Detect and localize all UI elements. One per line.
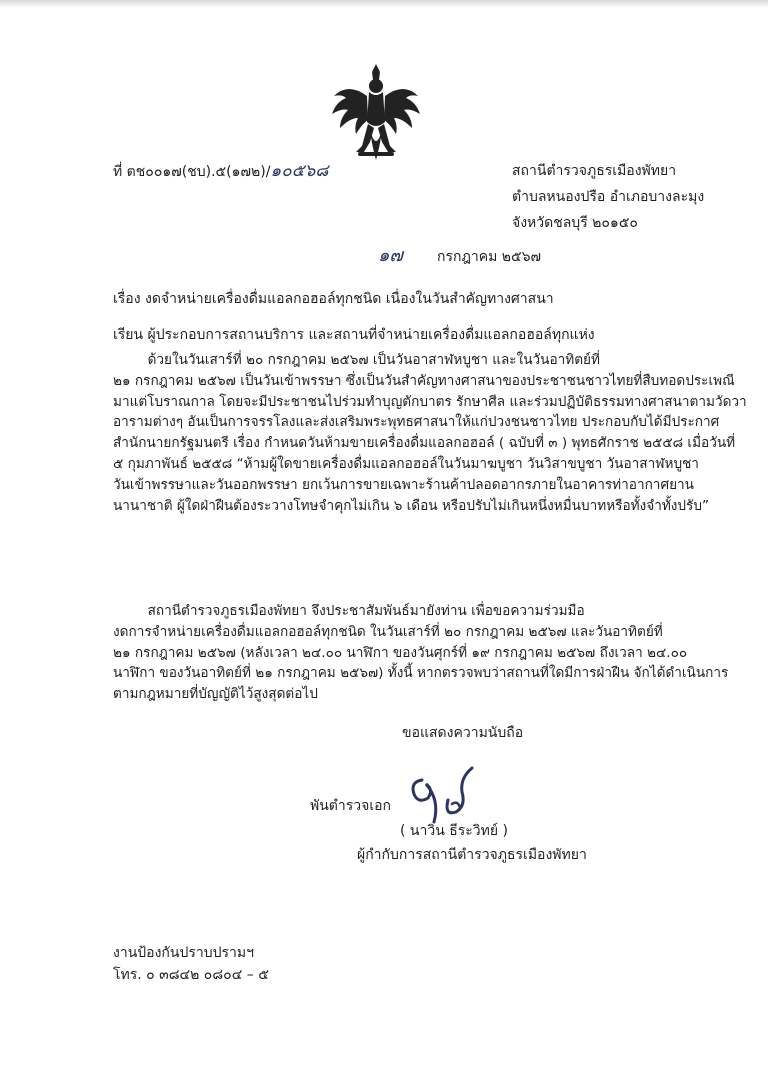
paragraph-line: งดการจำหน่ายเครื่องดื่มแอลกอฮอล์ทุกชนิด ในวันเสาร์ที่ ๒๐ กรกฎาคม ๒๕๖๗ และวันอาทิตย์ที่ — [113, 623, 663, 640]
reference-number — [113, 162, 328, 181]
date-month-year: กรกฎาคม ๒๕๖๗ — [437, 249, 542, 265]
signer-name: ( นาวิน ธีระวิทย์ ) — [400, 823, 509, 839]
scan-edge-shadow — [0, 0, 768, 8]
paragraph-line: นาฬิกา ของวันอาทิตย์ที่ ๒๑ กรกฎาคม ๒๕๖๗) ทั้งนี้ หากตรวจพบว่าสถานที่ใดมีการฝ่าฝืน จักได้ดำเนินการ — [113, 665, 729, 682]
paragraph-line: ๒๑ กรกฎาคม ๒๕๖๗ (หลังเวลา ๒๔.๐๐ นาฬิกา ของวันศุกร์ที่ ๑๙ กรกฎาคม ๒๕๖๗ ถึงเวลา ๒๔.๐๐ — [113, 644, 688, 661]
paragraph-line: ๕ กุมภาพันธ์ ๒๕๕๘ “ห้ามผู้ใดขายเครื่องดื่มแอลกอฮอล์ในวันมาฆบูชา วันวิสาขบูชา วันอาสาฬหบูชา — [113, 455, 699, 472]
recipient-line: เรียน ผู้ประกอบการสถานบริการ และสถานที่จำหน่ายเครื่องดื่มแอลกอฮอล์ทุกแห่ง — [113, 327, 595, 343]
body-paragraph-2 — [113, 601, 729, 705]
paragraph-line: นานาชาติ ผู้ใดฝ่าฝืนต้องระวางโทษจำคุกไม่เกิน ๖ เดือน หรือปรับไม่เกินหนึ่งหมื่นบาทหรือทั้งจำทั้งปรับ” — [113, 497, 710, 514]
paragraph-line: สำนักนายกรัฐมนตรี เรื่อง กำหนดวันห้ามขายเครื่องดื่มแอลกอฮอล์ ( ฉบับที่ ๓ ) พุทธศักราช ๒๕๕๘ เมื่อวันที่ — [113, 435, 736, 452]
paragraph-line: มาแต่โบราณกาล โดยจะมีประชาชนไปร่วมทำบุญตักบาตร รักษาศีล และร่วมปฏิบัติธรรมทางศาสนาตามวัดวา — [113, 393, 747, 410]
contact-phone: โทร. ๐ ๓๘๔๒ ๐๘๐๔ – ๕ — [113, 967, 269, 983]
paragraph-line: สถานีตำรวจภูธรเมืองพัทยา จึงประชาสัมพันธ์มายังท่าน เพื่อขอความร่วมมือ — [113, 603, 585, 619]
garuda-emblem-icon — [328, 62, 424, 166]
department-name: งานป้องกันปราบปรามฯ — [113, 945, 254, 961]
reference-handwritten: ๑๐๕๖๘ — [270, 161, 329, 181]
paragraph-line: ด้วยในวันเสาร์ที่ ๒๐ กรกฎาคม ๒๕๖๗ เป็นวันอาสาฬหบูชา และในวันอาทิตย์ที่ — [113, 352, 600, 368]
paragraph-line: วันเข้าพรรษาและวันออกพรรษา ยกเว้นการขายเฉพาะร้านค้าปลอดอากรภายในอาคารท่าอากาศยาน — [113, 476, 694, 493]
sender-address-line-2: ตำบลหนองปรือ อำเภอบางละมุง — [512, 189, 705, 205]
paragraph-line: ๒๑ กรกฎาคม ๒๕๖๗ เป็นวันเข้าพรรษา ซึ่งเป็นวันสำคัญทางศาสนาของประชาชนชาวไทยที่สืบทอดประเพณี — [113, 372, 735, 389]
paragraph-line: อารามต่างๆ อันเป็นการจรรโลงและส่งเสริมพระพุทธศาสนาให้แก่ปวงชนชาวไทย ประกอบกับได้มีประกาศ — [113, 414, 720, 431]
sender-address-line-3: จังหวัดชลบุรี ๒๐๑๕๐ — [512, 215, 638, 231]
paragraph-line: ตามกฎหมายที่บัญญัติไว้สูงสุดต่อไป — [113, 686, 318, 703]
sender-address-line-1: สถานีตำรวจภูธรเมืองพัทยา — [512, 163, 677, 179]
reference-printed: ที่ ตช๐๐๑๗(ชบ).๕(๑๗๒)/ — [113, 164, 271, 180]
subject-line: เรื่อง งดจำหน่ายเครื่องดื่มแอลกอฮอล์ทุกชนิด เนื่องในวันสำคัญทางศาสนา — [113, 291, 554, 307]
handwritten-signature — [400, 760, 500, 830]
closing-phrase: ขอแสดงความนับถือ — [402, 725, 524, 741]
signer-rank: พันตำรวจเอก — [310, 798, 392, 814]
date-day-handwritten: ๑๗ — [378, 245, 403, 266]
signer-position: ผู้กำกับการสถานีตำรวจภูธรเมืองพัทยา — [357, 847, 587, 863]
body-paragraph-1 — [113, 350, 747, 516]
